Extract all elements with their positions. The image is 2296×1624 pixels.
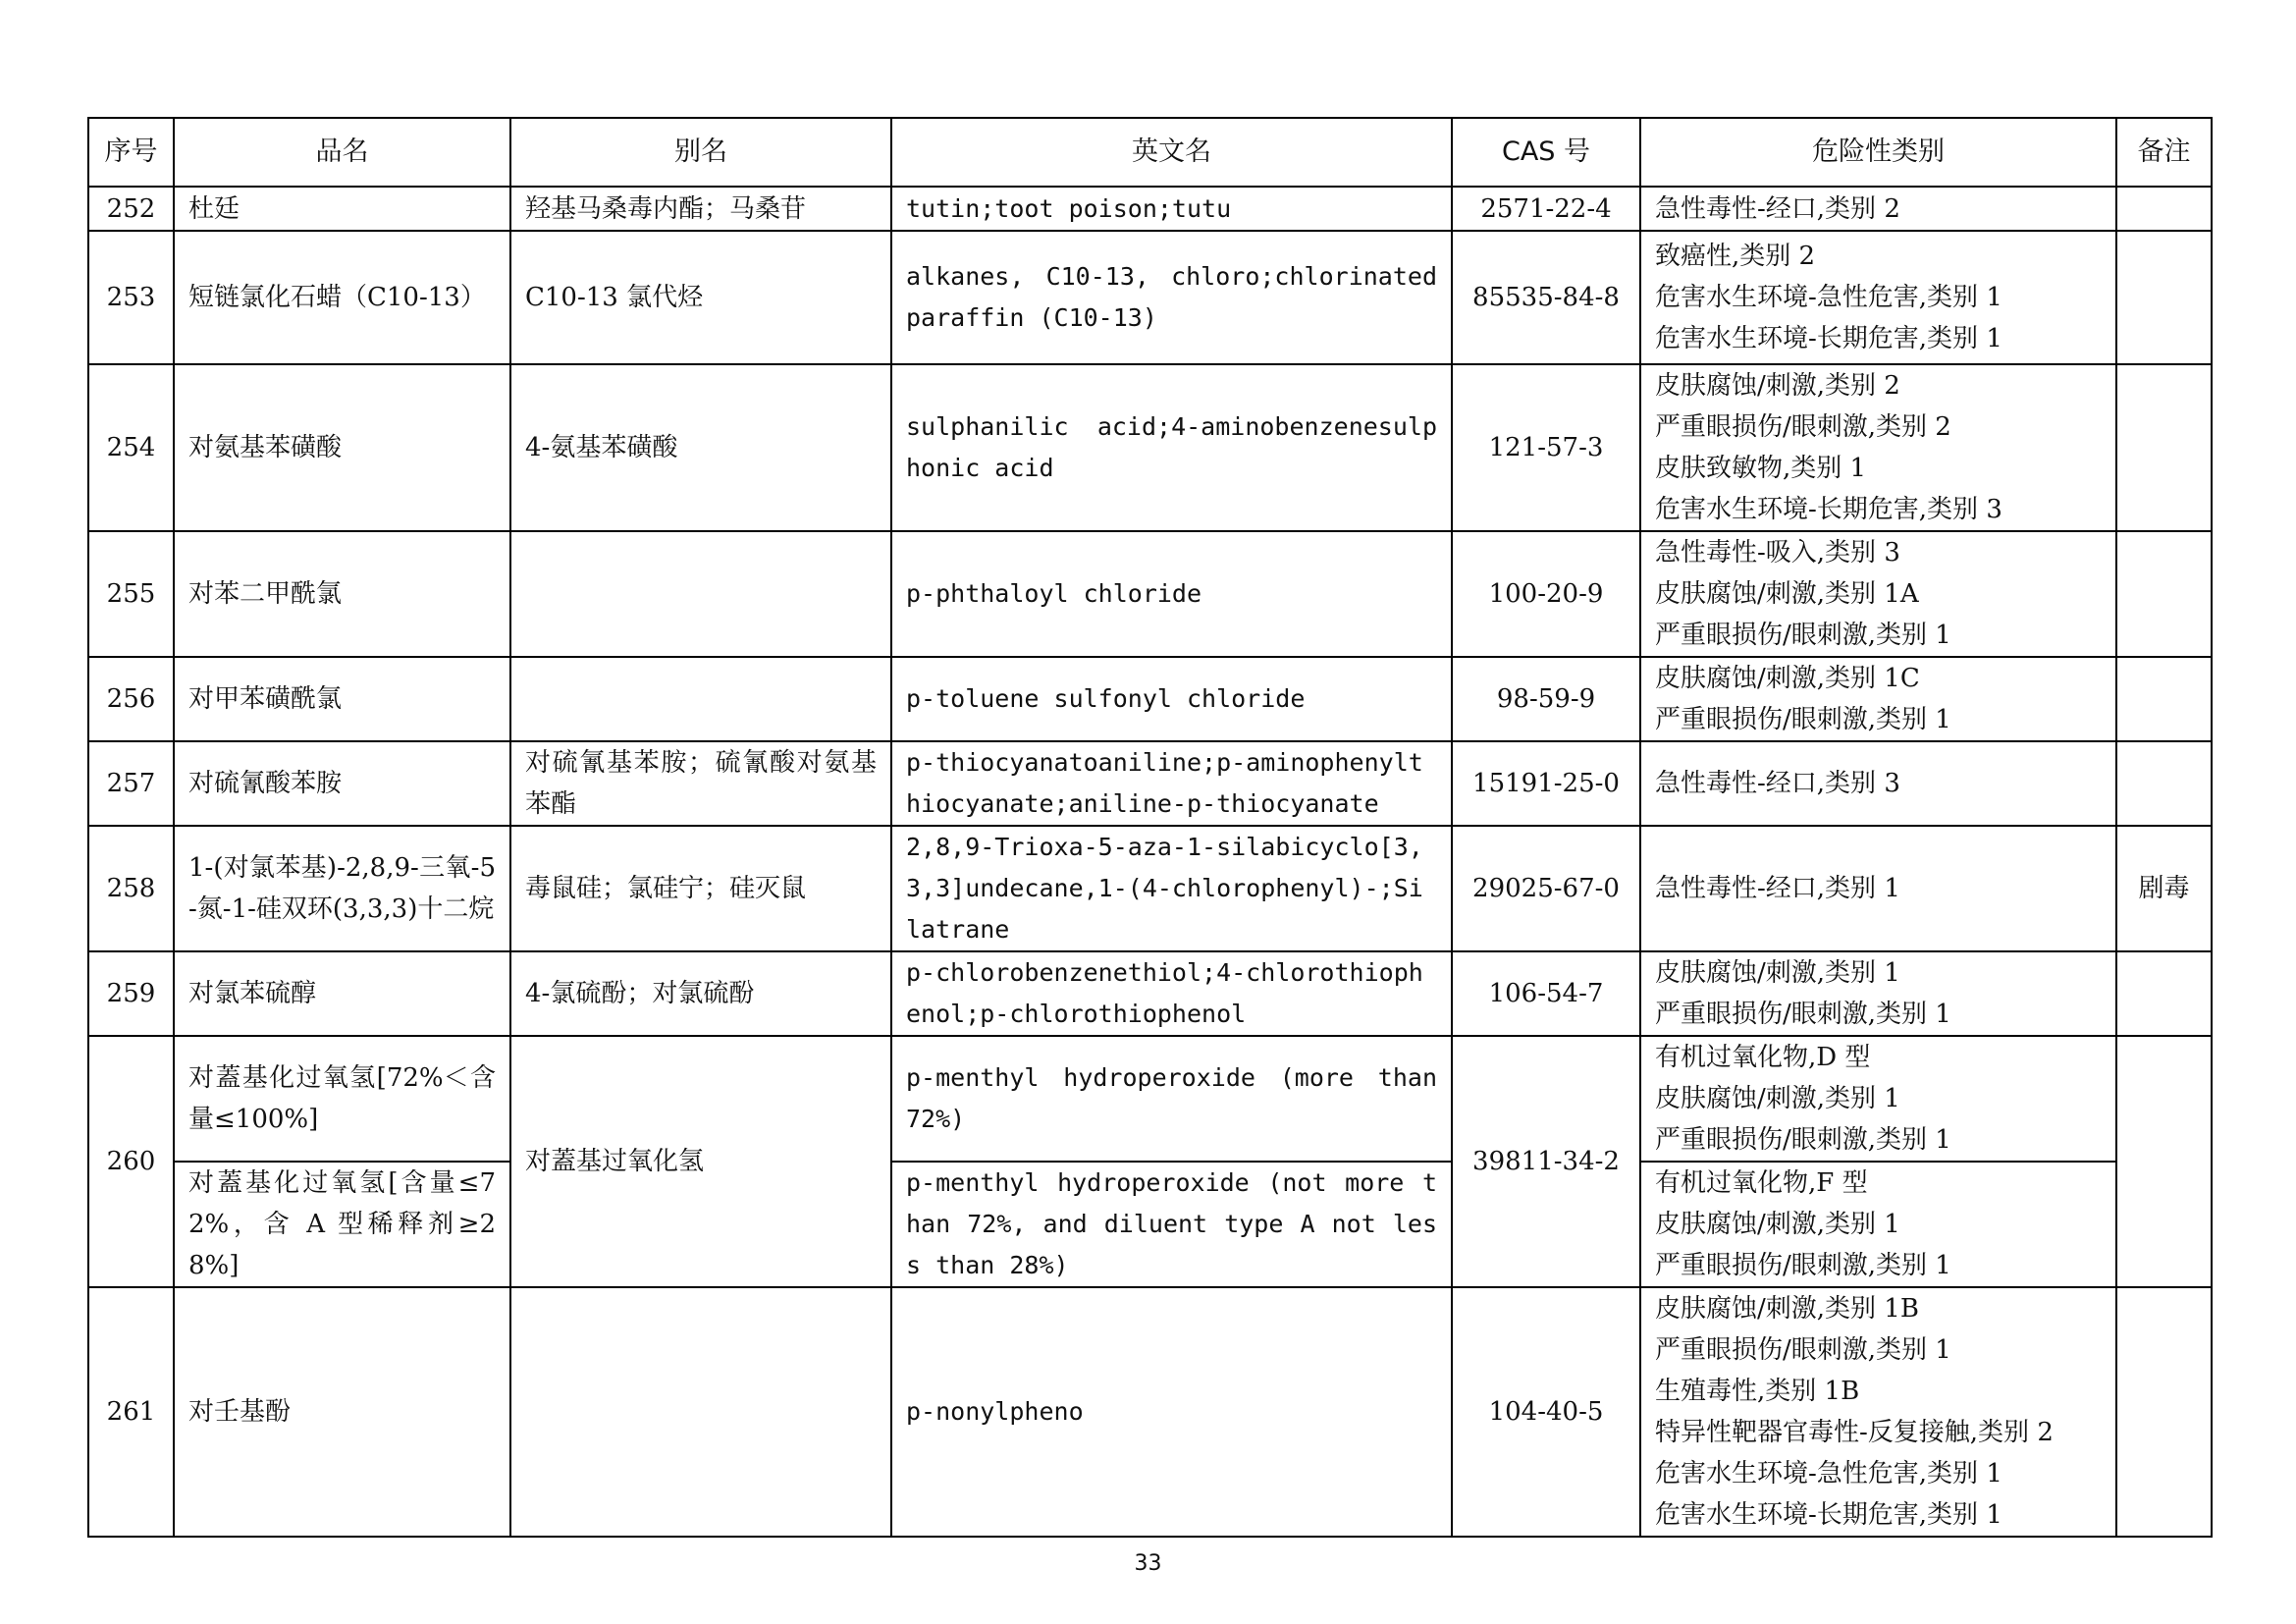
header-english-name: 英文名 xyxy=(891,118,1452,187)
header-name: 品名 xyxy=(174,118,510,187)
hazard-line: 严重眼损伤/眼刺激,类别 1 xyxy=(1655,621,1951,650)
hazard-line: 皮肤腐蚀/刺激,类别 1C xyxy=(1655,664,1920,693)
row-english: 2,8,9-Trioxa-5-aza-1-silabicyclo[3,3,3]undecane,1-(4-chlorophenyl)-;Silatrane xyxy=(891,826,1452,951)
row-alias: 羟基马桑毒内酯；马桑苷 xyxy=(510,187,891,231)
hazard-line: 严重眼损伤/眼刺激,类别 1 xyxy=(1655,705,1951,734)
row-name: 杜廷 xyxy=(174,187,510,231)
row-hazards xyxy=(1640,1036,2116,1162)
hazard-line: 皮肤致敏物,类别 1 xyxy=(1655,454,1867,483)
table-row xyxy=(88,231,2212,364)
row-no: 260 xyxy=(88,1036,174,1287)
row-hazards xyxy=(1640,657,2116,741)
row-english: p-menthyl hydroperoxide (more than 72%) xyxy=(891,1036,1452,1162)
header-alias: 别名 xyxy=(510,118,891,187)
row-hazards xyxy=(1640,531,2116,657)
row-note xyxy=(2116,1036,2212,1287)
row-english: p-toluene sulfonyl chloride xyxy=(891,657,1452,741)
row-hazards xyxy=(1640,364,2116,531)
hazard-line: 严重眼损伤/眼刺激,类别 1 xyxy=(1655,1251,1951,1280)
row-hazards xyxy=(1640,231,2116,364)
row-alias: 对硫氰基苯胺；硫氰酸对氨基苯酯 xyxy=(510,741,891,826)
row-english: sulphanilic acid;4-aminobenzenesulphonic acid xyxy=(891,364,1452,531)
chemical-table xyxy=(87,117,2213,1538)
hazard-line: 皮肤腐蚀/刺激,类别 2 xyxy=(1655,371,1900,401)
row-cas: 98-59-9 xyxy=(1452,657,1640,741)
hazard-line: 急性毒性-经口,类别 2 xyxy=(1655,193,1900,224)
row-alias: C10-13 氯代烃 xyxy=(510,231,891,364)
table-row xyxy=(88,951,2212,1036)
row-english: tutin;toot poison;tutu xyxy=(891,187,1452,231)
row-hazards xyxy=(1640,1287,2116,1537)
hazard-line: 危害水生环境-急性危害,类别 1 xyxy=(1655,283,2002,312)
hazard-line: 致癌性,类别 2 xyxy=(1655,242,1816,271)
row-name: 对蓋基化过氧氢[72%＜含量≤100%] xyxy=(174,1036,510,1162)
row-name: 对壬基酚 xyxy=(174,1287,510,1537)
row-no: 253 xyxy=(88,231,174,364)
row-hazards xyxy=(1640,187,2116,231)
row-no: 255 xyxy=(88,531,174,657)
row-note: 剧毒 xyxy=(2116,826,2212,951)
hazard-line: 严重眼损伤/眼刺激,类别 1 xyxy=(1655,1335,1951,1365)
hazard-line: 严重眼损伤/眼刺激,类别 1 xyxy=(1655,1125,1951,1155)
row-hazards xyxy=(1640,741,2116,826)
row-cas: 85535-84-8 xyxy=(1452,231,1640,364)
row-no: 258 xyxy=(88,826,174,951)
row-alias: 4-氯硫酚；对氯硫酚 xyxy=(510,951,891,1036)
row-note xyxy=(2116,1287,2212,1537)
hazard-line: 皮肤腐蚀/刺激,类别 1B xyxy=(1655,1294,1919,1324)
table-row xyxy=(88,1287,2212,1537)
row-no: 259 xyxy=(88,951,174,1036)
hazard-line: 皮肤腐蚀/刺激,类别 1A xyxy=(1655,579,1919,609)
row-note xyxy=(2116,531,2212,657)
row-alias xyxy=(510,1287,891,1537)
row-name: 对蓋基化过氧氢[含量≤72%，含 A 型稀释剂≥28%] xyxy=(174,1162,510,1287)
table-row xyxy=(88,1036,2212,1162)
hazard-line: 急性毒性-经口,类别 1 xyxy=(1655,874,1900,903)
row-note xyxy=(2116,364,2212,531)
hazard-line: 皮肤腐蚀/刺激,类别 1 xyxy=(1655,1084,1900,1113)
table-row xyxy=(88,826,2212,951)
row-cas: 39811-34-2 xyxy=(1452,1036,1640,1287)
row-english: p-chlorobenzenethiol;4-chlorothiophenol;p-chlorothiophenol xyxy=(891,951,1452,1036)
table-row xyxy=(88,531,2212,657)
hazard-line: 特异性靶器官毒性-反复接触,类别 2 xyxy=(1655,1418,2054,1447)
table-row xyxy=(88,187,2212,231)
row-no: 256 xyxy=(88,657,174,741)
row-alias: 4-氨基苯磺酸 xyxy=(510,364,891,531)
row-cas: 29025-67-0 xyxy=(1452,826,1640,951)
row-cas: 121-57-3 xyxy=(1452,364,1640,531)
header-cas: CAS 号 xyxy=(1452,118,1640,187)
hazard-line: 皮肤腐蚀/刺激,类别 1 xyxy=(1655,1210,1900,1239)
table-row xyxy=(88,657,2212,741)
row-hazards xyxy=(1640,826,2116,951)
row-english: p-nonylpheno xyxy=(891,1287,1452,1537)
row-no: 252 xyxy=(88,187,174,231)
row-alias xyxy=(510,531,891,657)
row-note xyxy=(2116,951,2212,1036)
row-note xyxy=(2116,187,2212,231)
row-name: 对氨基苯磺酸 xyxy=(174,364,510,531)
row-english: p-phthaloyl chloride xyxy=(891,531,1452,657)
row-note xyxy=(2116,741,2212,826)
row-name: 对氯苯硫醇 xyxy=(174,951,510,1036)
hazard-line: 急性毒性-经口,类别 3 xyxy=(1655,769,1900,798)
row-name: 对硫氰酸苯胺 xyxy=(174,741,510,826)
header-hazard: 危险性类别 xyxy=(1640,118,2116,187)
row-cas: 100-20-9 xyxy=(1452,531,1640,657)
table-row xyxy=(88,741,2212,826)
row-note xyxy=(2116,231,2212,364)
row-no: 257 xyxy=(88,741,174,826)
hazard-line: 危害水生环境-急性危害,类别 1 xyxy=(1655,1459,2002,1489)
row-cas: 15191-25-0 xyxy=(1452,741,1640,826)
row-hazards xyxy=(1640,951,2116,1036)
row-english: alkanes, C10-13, chloro;chlorinated paraffin (C10-13) xyxy=(891,231,1452,364)
row-cas: 2571-22-4 xyxy=(1452,187,1640,231)
hazard-line: 急性毒性-吸入,类别 3 xyxy=(1655,538,1900,568)
hazard-line: 严重眼损伤/眼刺激,类别 2 xyxy=(1655,412,1951,442)
hazard-line: 危害水生环境-长期危害,类别 1 xyxy=(1655,324,2002,353)
row-no: 254 xyxy=(88,364,174,531)
row-no: 261 xyxy=(88,1287,174,1537)
row-cas: 104-40-5 xyxy=(1452,1287,1640,1537)
row-hazards xyxy=(1640,1162,2116,1287)
row-name: 1-(对氯苯基)-2,8,9-三氧-5-氮-1-硅双环(3,3,3)十二烷 xyxy=(174,826,510,951)
hazard-line: 危害水生环境-长期危害,类别 1 xyxy=(1655,1500,2002,1530)
table-row xyxy=(88,364,2212,531)
hazard-line: 严重眼损伤/眼刺激,类别 1 xyxy=(1655,1000,1951,1029)
row-alias xyxy=(510,657,891,741)
row-name: 短链氯化石蜡（C10-13） xyxy=(174,231,510,364)
hazard-line: 生殖毒性,类别 1B xyxy=(1655,1377,1860,1406)
row-alias: 对蓋基过氧化氢 xyxy=(510,1036,891,1287)
header-no: 序号 xyxy=(88,118,174,187)
row-alias: 毒鼠硅；氯硅宁；硅灭鼠 xyxy=(510,826,891,951)
header-note: 备注 xyxy=(2116,118,2212,187)
row-note xyxy=(2116,657,2212,741)
row-cas: 106-54-7 xyxy=(1452,951,1640,1036)
row-name: 对甲苯磺酰氯 xyxy=(174,657,510,741)
row-name: 对苯二甲酰氯 xyxy=(174,531,510,657)
header-row xyxy=(88,118,2212,187)
hazard-line: 危害水生环境-长期危害,类别 3 xyxy=(1655,495,2002,524)
row-english: p-thiocyanatoaniline;p-aminophenylthiocyanate;aniline-p-thiocyanate xyxy=(891,741,1452,826)
page-number: 33 xyxy=(1134,1551,1162,1576)
hazard-line: 有机过氧化物,F 型 xyxy=(1655,1168,1868,1198)
row-english: p-menthyl hydroperoxide (not more than 72%, and diluent type A not less than 28%) xyxy=(891,1162,1452,1287)
hazard-line: 有机过氧化物,D 型 xyxy=(1655,1043,1871,1072)
hazard-line: 皮肤腐蚀/刺激,类别 1 xyxy=(1655,958,1900,988)
table-subrow xyxy=(88,1162,2212,1287)
